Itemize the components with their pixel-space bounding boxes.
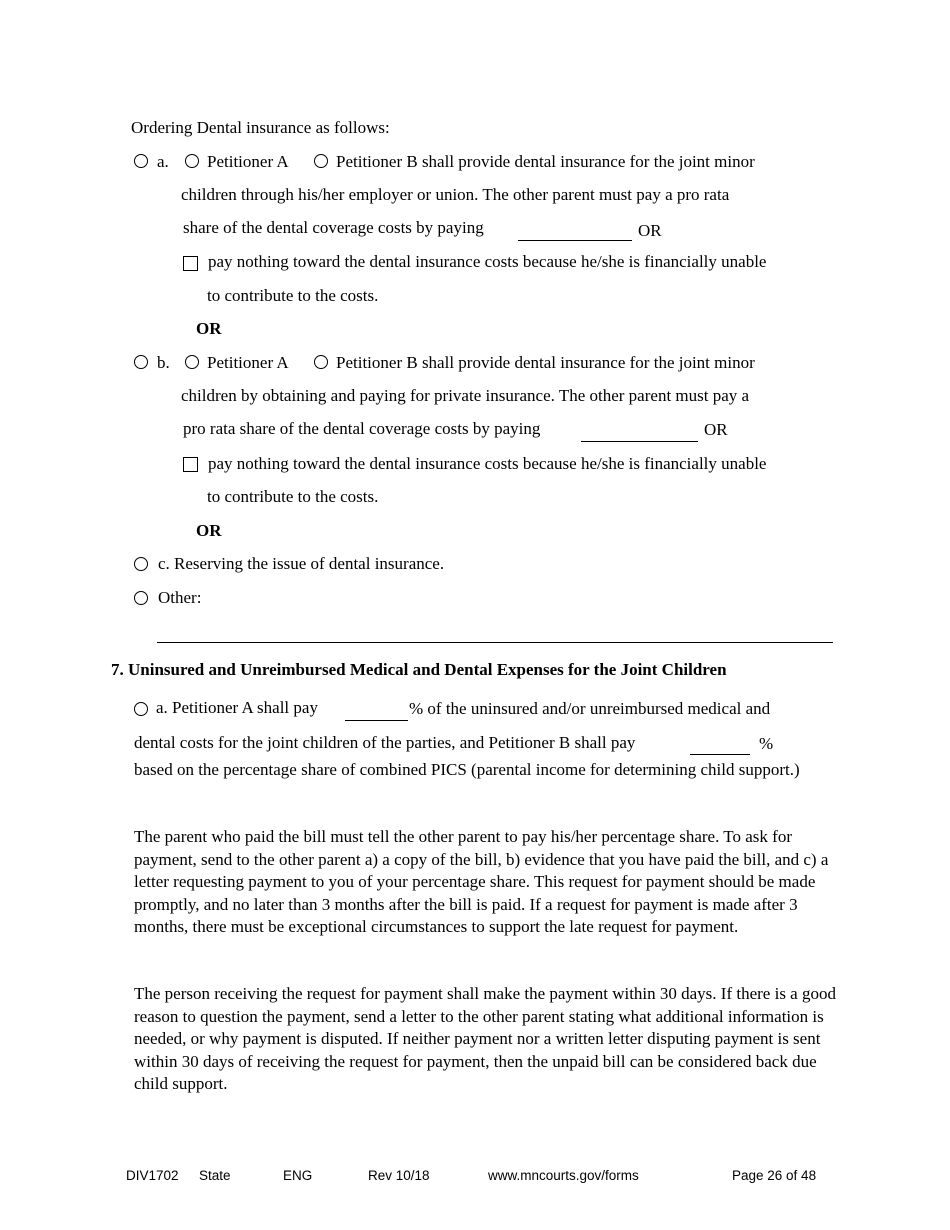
option-b-petitioner-a-radio[interactable] [185, 355, 199, 369]
option-b-letter: b. [157, 353, 170, 372]
petitioner-b-percent-field[interactable] [690, 754, 750, 755]
section7-line2: dental costs for the joint children of the parties, and Petitioner B shall pay [134, 733, 636, 752]
petitioner-a-percent-field[interactable] [345, 720, 408, 721]
option-other-label: Other: [158, 588, 202, 607]
section7-title: 7. Uninsured and Unreimbursed Medical and Dental Expenses for the Joint Children [111, 660, 727, 679]
option-a-letter: a. [157, 152, 169, 171]
option-b-line3: pro rata share of the dental coverage costs by paying [183, 419, 541, 438]
footer-state: State [199, 1168, 231, 1183]
option-b-or-inline: OR [704, 420, 728, 439]
dental-heading: Ordering Dental insurance as follows: [131, 118, 390, 137]
option-b-pay-nothing-checkbox[interactable] [183, 457, 198, 472]
option-a-petitioner-a-radio[interactable] [185, 154, 199, 168]
option-b-petitioner-a-label: Petitioner A [207, 353, 289, 372]
footer-revision: Rev 10/18 [368, 1168, 430, 1183]
option-b-radio[interactable] [134, 355, 148, 369]
footer-language: ENG [283, 1168, 313, 1183]
option-b-petitioner-b-radio[interactable] [314, 355, 328, 369]
option-a-pay-nothing-checkbox[interactable] [183, 256, 198, 271]
option-a-line2: children through his/her employer or union. The other parent must pay a pro rata [181, 185, 730, 204]
option-a-petitioner-a-label: Petitioner A [207, 152, 289, 171]
other-text-line[interactable] [157, 642, 833, 643]
option-a-petitioner-b-radio[interactable] [314, 154, 328, 168]
footer-url[interactable]: www.mncourts.gov/forms [488, 1168, 639, 1183]
option-c-radio[interactable] [134, 557, 148, 571]
option-a-line3: share of the dental coverage costs by paying [183, 218, 484, 237]
option-b-pay-nothing-line2: to contribute to the costs. [207, 487, 379, 506]
or-separator-2: OR [196, 521, 222, 540]
option-b-amount-field[interactable] [581, 441, 698, 442]
option-a-petitioner-b-text: Petitioner B shall provide dental insurance for the joint minor [336, 152, 755, 171]
section7-line3: based on the percentage share of combined PICS (parental income for determining child support.) [134, 760, 800, 779]
option-other-radio[interactable] [134, 591, 148, 605]
option-b-petitioner-b-text: Petitioner B shall provide dental insurance for the joint minor [336, 353, 755, 372]
section7-option-a-radio[interactable] [134, 702, 148, 716]
section7-line2-percent: % [759, 734, 774, 753]
option-c-text: c. Reserving the issue of dental insurance. [158, 554, 445, 573]
option-b-pay-nothing-line1: pay nothing toward the dental insurance costs because he/she is financially unable [208, 454, 767, 473]
option-a-pay-nothing-line1: pay nothing toward the dental insurance costs because he/she is financially unable [208, 252, 767, 271]
option-b-line2: children by obtaining and paying for private insurance. The other parent must pay a [181, 386, 750, 405]
section7-paragraph-2: The person receiving the request for payment shall make the payment within 30 days. If there is a good reason to question the payment, send a letter to the other parent stating what additional information is needed, or why payment is disputed. If neither payment nor a written letter disputing payment is sent within 30 days of receiving the request for payment, then the unpaid bill can be considered back due child support. [134, 984, 836, 1093]
option-a-amount-field[interactable] [518, 240, 632, 241]
or-separator-1: OR [196, 319, 222, 338]
option-a-radio[interactable] [134, 154, 148, 168]
section7-paragraph-1: The parent who paid the bill must tell the other parent to pay his/her percentage share. To ask for payment, send to the other parent a) a copy of the bill, b) evidence that you have paid the bill, and c) a letter requesting payment to you of your percentage share. This request for payment should be made promptly, and no later than 3 months after the bill is paid. If a request for payment is made after 3 months, there must be exceptional circumstances to support the late request for payment. [134, 827, 829, 936]
section7-a-part1: a. Petitioner A shall pay [156, 698, 318, 717]
option-a-or-inline: OR [638, 221, 662, 240]
footer-page-number: Page 26 of 48 [732, 1168, 817, 1183]
option-a-pay-nothing-line2: to contribute to the costs. [207, 286, 379, 305]
section7-a-part2: % of the uninsured and/or unreimbursed medical and [409, 699, 771, 718]
footer-form-id: DIV1702 [126, 1168, 179, 1183]
